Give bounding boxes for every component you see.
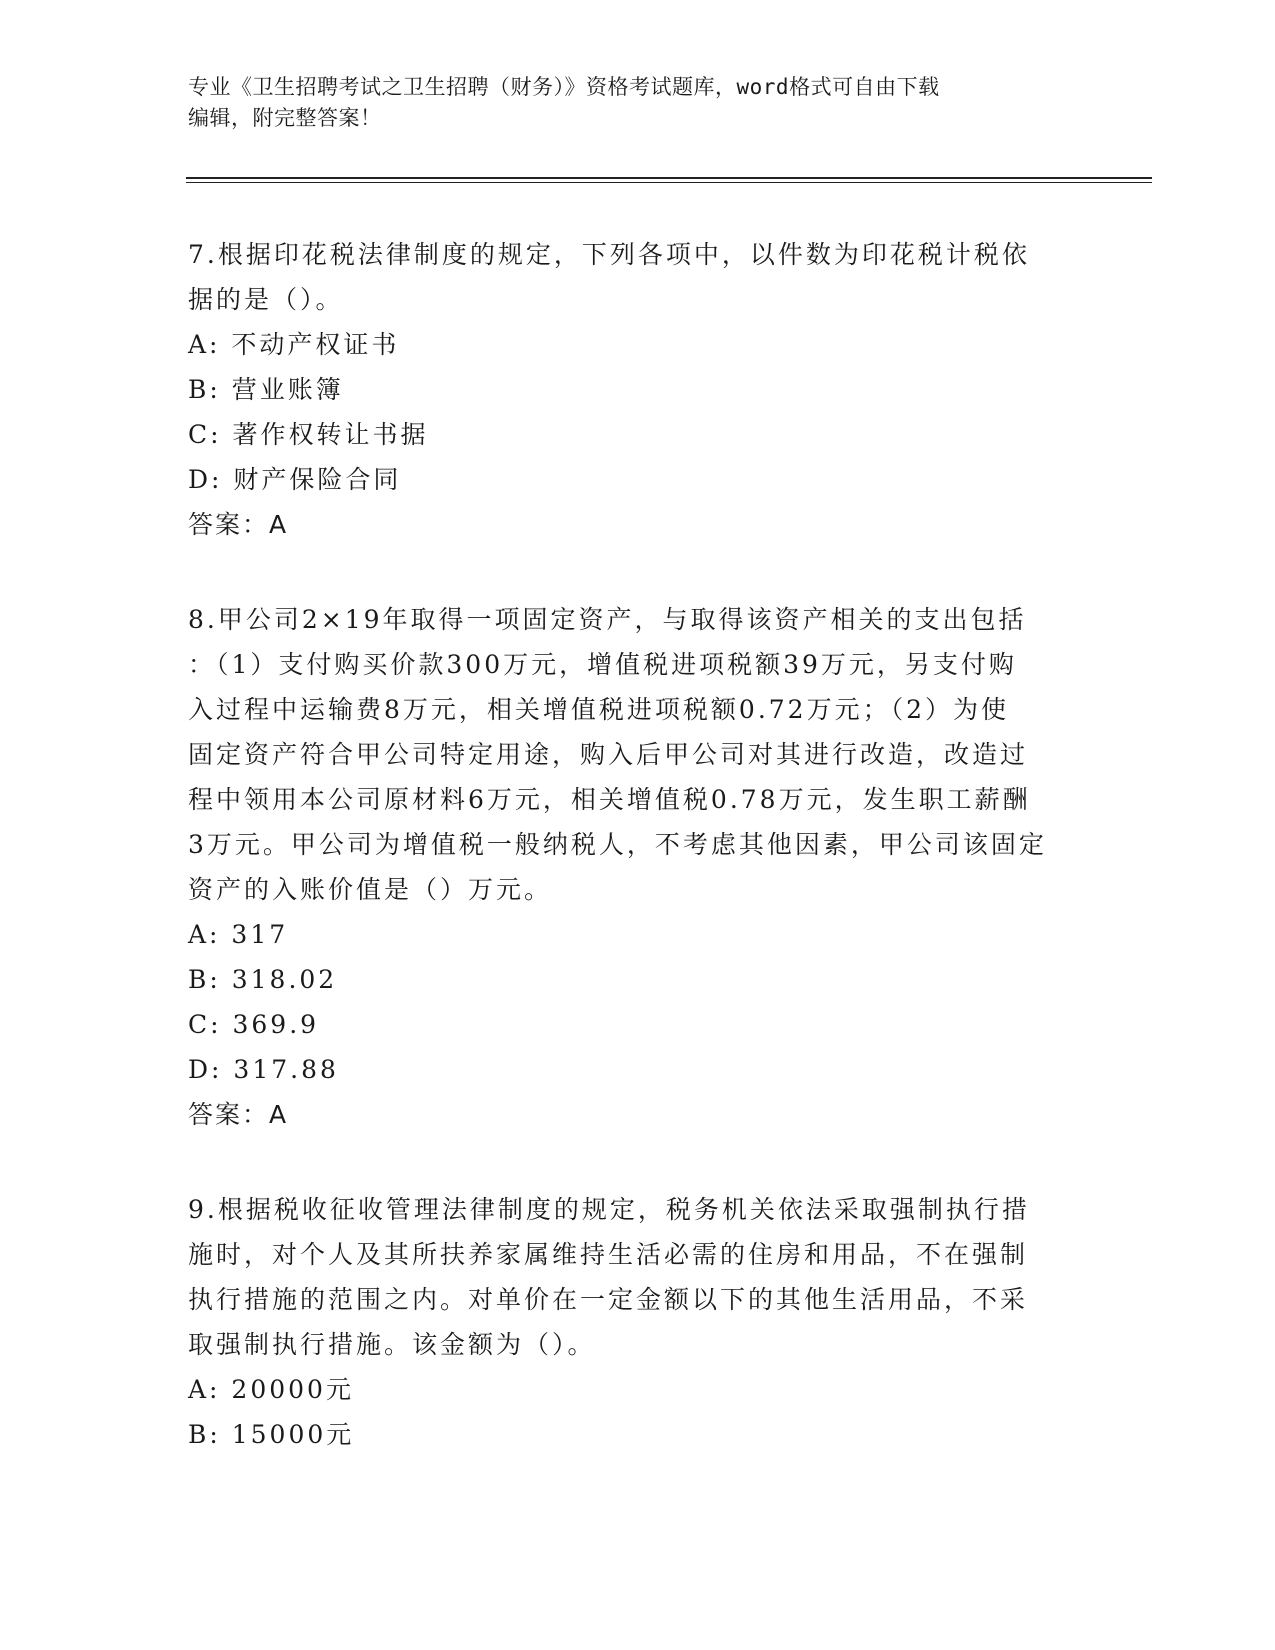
question-text-line: 固定资产符合甲公司特定用途，购入后甲公司对其进行改造，改造过 <box>188 740 1029 769</box>
option-a: A: 317 <box>188 920 289 949</box>
document-header <box>188 72 1108 134</box>
option-d: D: 317.88 <box>188 1055 339 1084</box>
header-divider-thick <box>186 177 1152 179</box>
option-b: B: 318.02 <box>188 965 338 994</box>
question-text-line: 7.根据印花税法律制度的规定，下列各项中，以件数为印花税计税依 <box>188 240 1030 269</box>
question-text-line: 据的是（）。 <box>188 285 344 314</box>
question-text-line: 资产的入账价值是（）万元。 <box>188 875 553 904</box>
question-8 <box>188 597 1088 1137</box>
question-text-line: 8.甲公司2×19年取得一项固定资产，与取得该资产相关的支出包括 <box>188 605 1027 634</box>
question-9 <box>188 1187 1088 1457</box>
question-text-line: 3万元。甲公司为增值税一般纳税人，不考虑其他因素，甲公司该固定 <box>188 830 1047 859</box>
header-divider-thin <box>186 182 1152 183</box>
question-text-line: 入过程中运输费8万元，相关增值税进项税额0.72万元；（2）为使 <box>188 695 1009 724</box>
option-d: D: 财产保险合同 <box>188 465 402 494</box>
question-text-line: ：（1）支付购买价款300万元，增值税进项税额39万元，另支付购 <box>188 650 1017 679</box>
answer: 答案：A <box>188 510 289 539</box>
question-text-line: 执行措施的范围之内。对单价在一定金额以下的其他生活用品，不采 <box>188 1285 1029 1314</box>
question-text-line: 程中领用本公司原材料6万元，相关增值税0.78万元，发生职工薪酬 <box>188 785 1031 814</box>
question-text-line: 施时，对个人及其所扶养家属维持生活必需的住房和用品，不在强制 <box>188 1240 1029 1269</box>
option-c: C: 369.9 <box>188 1010 320 1039</box>
answer: 答案：A <box>188 1100 289 1129</box>
option-b: B: 营业账簿 <box>188 375 344 404</box>
option-c: C: 著作权转让书据 <box>188 420 429 449</box>
question-text-line: 9.根据税收征收管理法律制度的规定，税务机关依法采取强制执行措 <box>188 1195 1030 1224</box>
header-line-2: 编辑，附完整答案！ <box>188 106 382 130</box>
option-b: B: 15000元 <box>188 1420 355 1449</box>
header-line-1: 专业《卫生招聘考试之卫生招聘（财务）》资格考试题库，word格式可自由下载 <box>188 75 940 99</box>
option-a: A: 20000元 <box>188 1375 354 1404</box>
question-text-line: 取强制执行措施。该金额为（）。 <box>188 1330 596 1359</box>
option-a: A: 不动产权证书 <box>188 330 400 359</box>
question-7 <box>188 232 1088 547</box>
